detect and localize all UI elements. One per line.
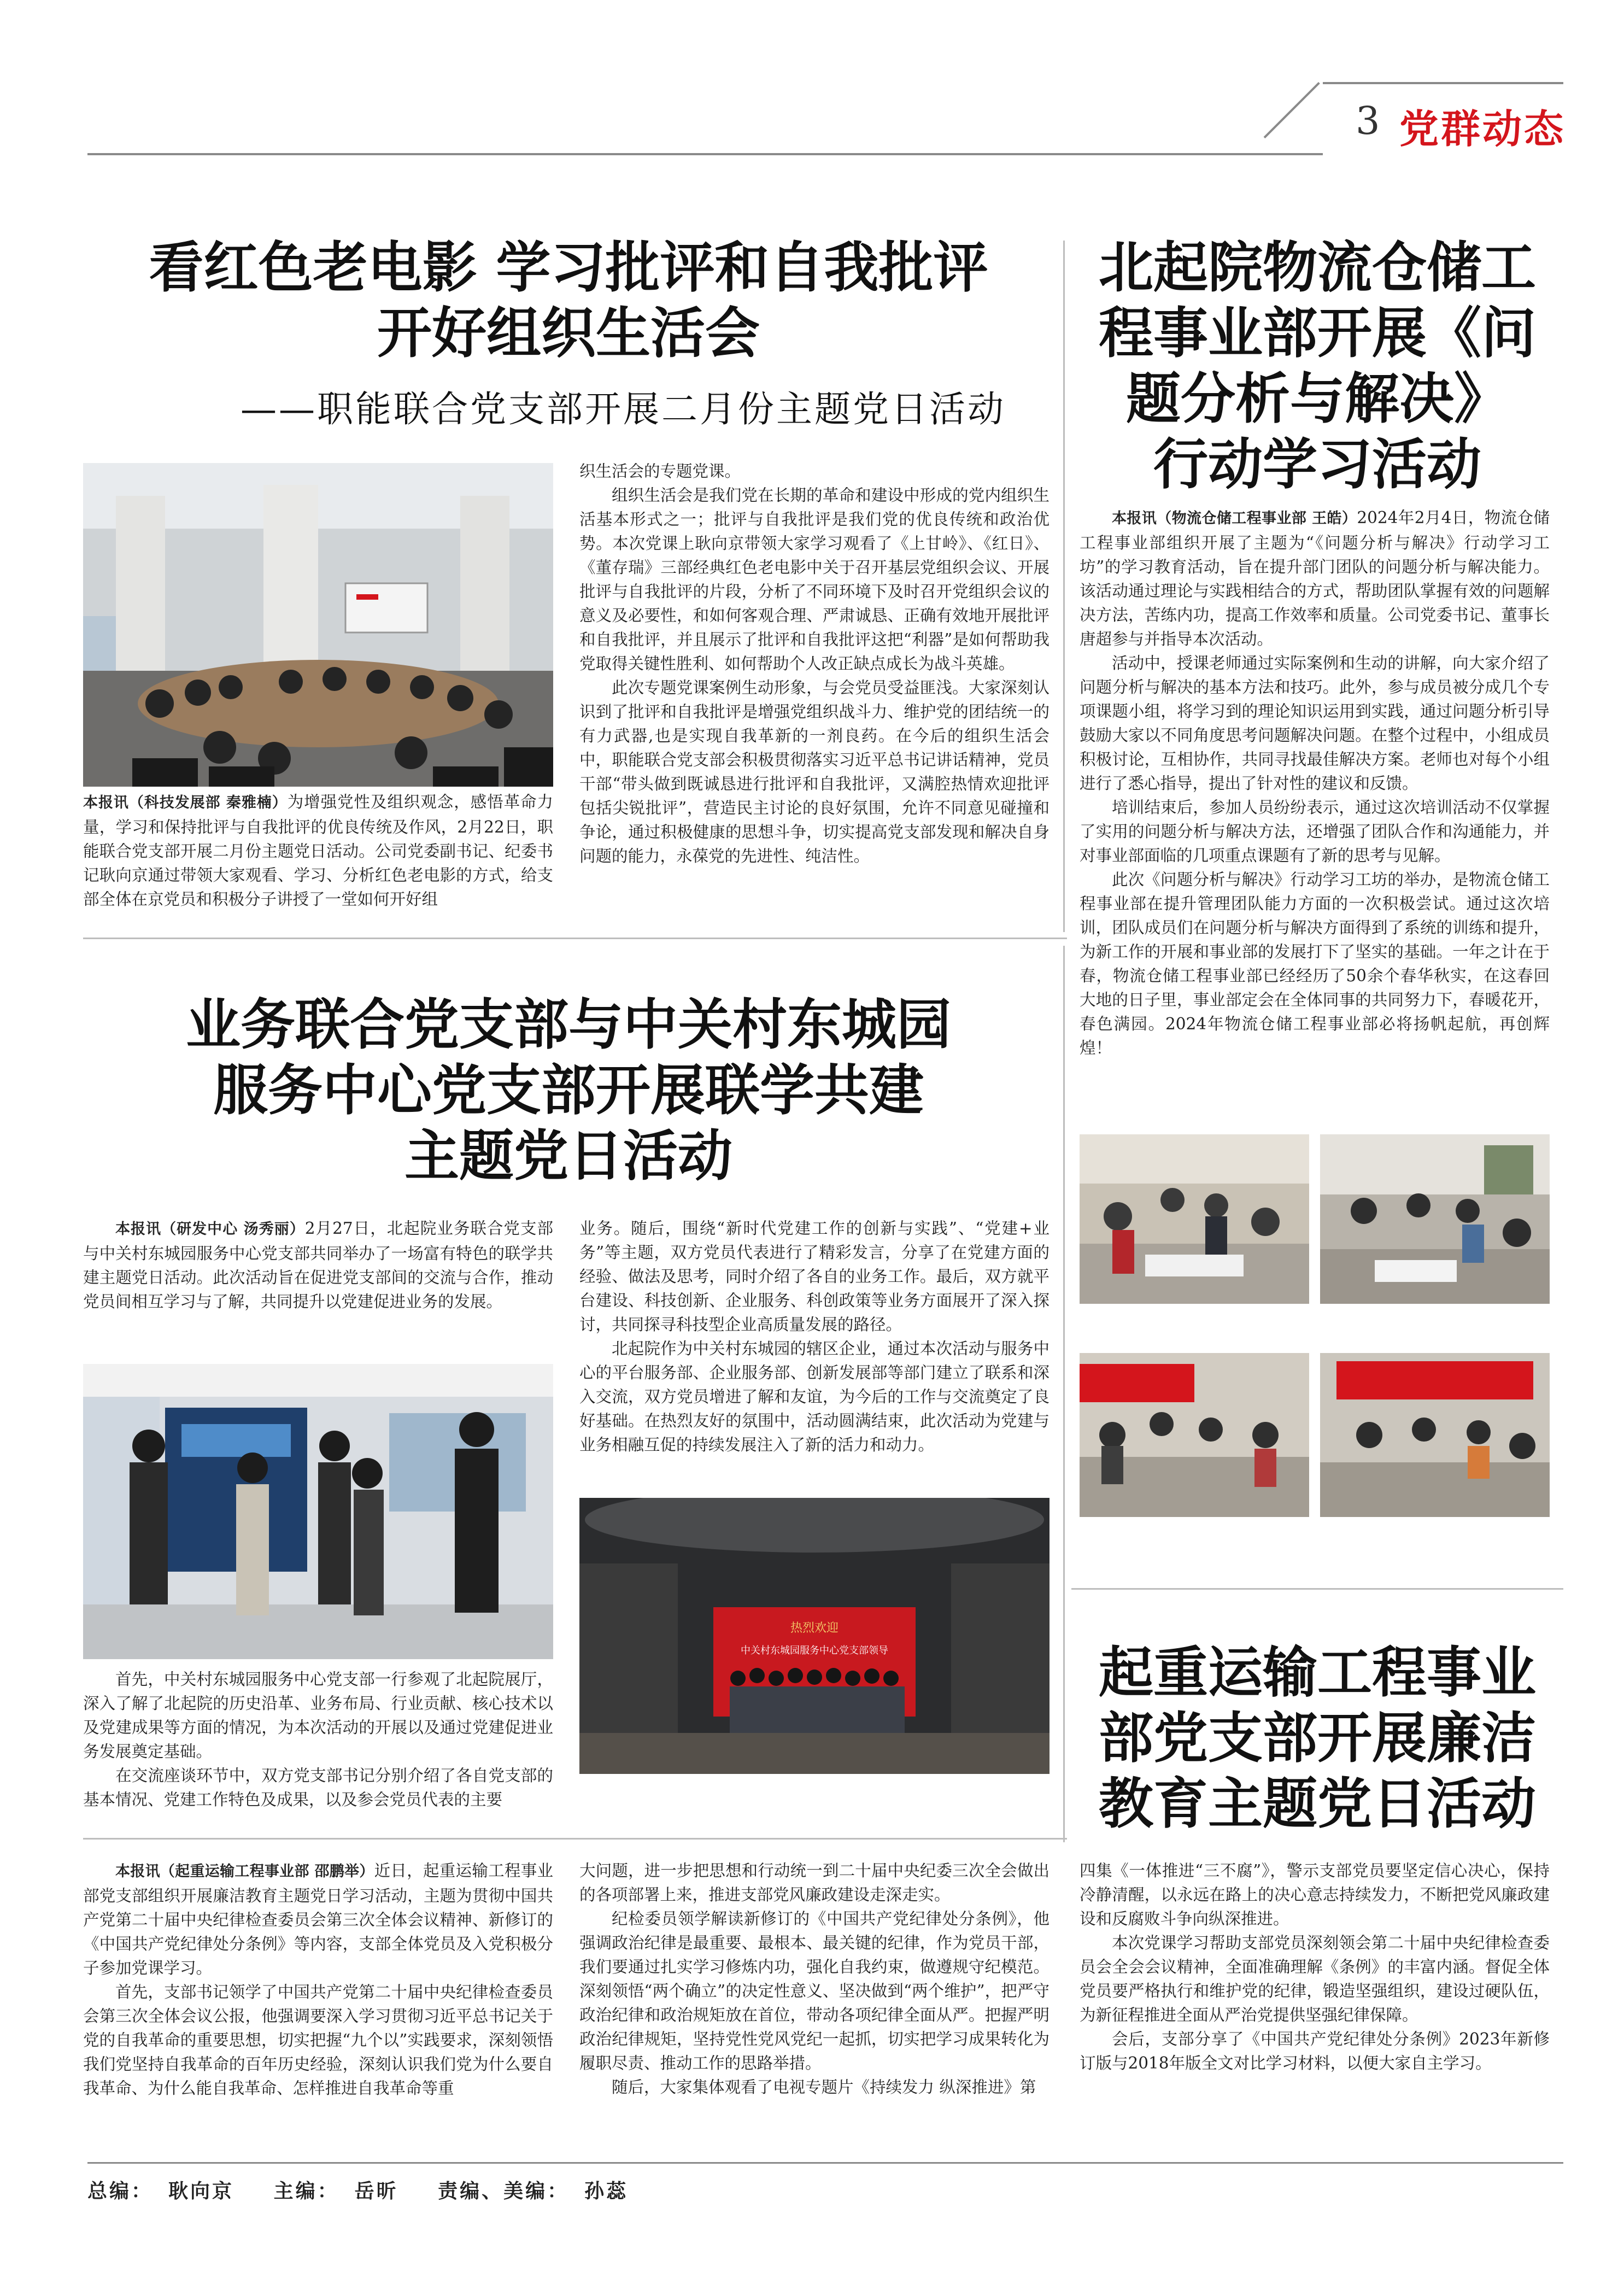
article1-col2-p3: 此次专题党课案例生动形象，与会党员受益匪浅。大家深刻认识到了批评和自我批评是增强党组织战斗力、维护党的团结统一的有力武器,也是实现自我革新的一剂良药。在今后的组织生活会中，职能联合党支部会积极贯彻落实习近平总书记讲话精神，党员干部“带头做到既诚恳进行批评和自我批评，又满腔热情欢迎批评包括尖锐批评”，营造民主讨论的良好氛围，允许不同意见碰撞和争论，通过积极健康的思想斗争，切实提高党支部发现和解决自身问题的能力，永葆党的先进性、纯洁性。 (579, 678, 1050, 865)
article3-source: 本报讯（研发中心 汤秀丽） (115, 1221, 305, 1238)
article2-title-line3: 题分析与解决》 (1126, 367, 1509, 431)
article1-photo-meeting-room (83, 463, 553, 787)
article4-col1-p1: 近日，起重运输工程事业部党支部组织开展廉洁教育主题党日学习活动，主题为贯彻中国共产党第二十届中央纪律检查委员会第三次全体会议精神、新修订的《中国共产党纪律处分条例》等内容，支部全体党员及入党积极分子参加党课学习。 (83, 1861, 553, 1977)
article3-column2 (579, 1216, 1050, 1457)
article1-subtitle: ——职能联合党支部开展二月份主题党日活动 (241, 388, 1006, 430)
article4-col3-p2: 本次党课学习帮助支部党员深刻领会第二十届中央纪律检查委员会全会会议精神，全面准确理解《条例》的丰富内涵。督促全体党员要严格执行和维护党的纪律，锻造坚强组织，建设过硬队伍，为新征程推进全面从严治党提供坚强纪律保障。 (1080, 1934, 1550, 2024)
article1-caption (83, 790, 553, 911)
article4-column2 (579, 1859, 1050, 2099)
footer-art-label: 责编、美编： (438, 2180, 570, 2203)
article1-title-line1: 看红色老电影 学习批评和自我批评 (149, 236, 988, 300)
footer-rule (87, 2162, 1563, 2164)
article1-col2-p1: 织生活会的专题党课。 (579, 462, 741, 481)
article4-column1 (83, 1859, 553, 2100)
header-rule-slant (1264, 82, 1320, 138)
article4-col1-p2: 首先，支部书记领学了中国共产党第二十届中央纪律检查委员会第三次全体会议公报，他强调要深入学习贯彻习近平总书记关于党的自我革命的重要思想，切实把握“九个以”实践要求，深刻领悟我们党坚持自我革命的百年历史经验，深刻认识我们党为什么要自我革命、为什么能自我革命、怎样推进自我革命等重 (83, 1983, 553, 2098)
article2-bottom-rule (1071, 1588, 1563, 1590)
article3-column1-top (83, 1216, 553, 1314)
article1-col2-p2: 组织生活会是我们党在长期的革命和建设中形成的党内组织生活基本形式之一；批评与自我批评是我们党的优良传统和政治优势。本次党课上耿向京带领大家学习观看了《上甘岭》、《红日》、《董存瑞》三部经典红色老电影中关于召开基层党组织会议、开展批评与自我批评的片段，分析了不同环境下及时召开党组织会议的意义及必要性，和如何客观合理、严肃诚恳、正确有效地开展批评和自我批评，并且展示了批评和自我批评这把“利器”是如何帮助我党取得关键性胜利、如何帮助个人改正缺点成长为战斗英雄。 (579, 486, 1050, 673)
article2-photo-3 (1080, 1353, 1309, 1517)
footer-editor-label: 主编： (273, 2180, 339, 2203)
article2-source: 本报讯（物流仓储工程事业部 王皓） (1112, 510, 1357, 527)
article1-title-line2: 开好组织生活会 (377, 301, 760, 365)
article2-body (1080, 506, 1550, 1060)
footer-art-name: 孙蕊 (584, 2180, 629, 2203)
article2-p2: 活动中，授课老师通过实际案例和生动的讲解，向大家介绍了问题分析与解决的基本方法和技巧。此外，参与成员被分成几个专项课题小组，将学习到的理论知识运用到实践，通过问题分析引导鼓励大家以不同角度思考问题解决问题。在整个过程中，小组成员积极讨论，互相协作，共同寻找最佳解决方案。老师也对每个小组进行了悉心指导，提出了针对性的建议和反馈。 (1080, 654, 1550, 793)
article2-photo-2 (1320, 1134, 1550, 1304)
article2-title-line4: 行动学习活动 (1153, 432, 1481, 496)
article4-source: 本报讯（起重运输工程事业部 邵鹏举） (115, 1863, 374, 1880)
article4-col2-p1: 大问题，进一步把思想和行动统一到二十届中央纪委三次全会做出的各项部署上来，推进支部党风廉政建设走深走实。 (579, 1861, 1050, 1904)
article2-photo-4 (1320, 1353, 1550, 1517)
footer-chief-name: 耿向京 (168, 2180, 234, 2203)
section-title: 党群动态 (1399, 106, 1566, 152)
article2-photo-1 (1080, 1134, 1309, 1304)
article1-bottom-rule (83, 938, 1067, 939)
article2-p4: 此次《问题分析与解决》行动学习工坊的举办，是物流仓储工程事业部在提升管理团队能力方面的一次积极尝试。通过这次培训，团队成员们在问题分析与解决方面得到了系统的训练和提升，为新工作的开展和事业部的发展打下了坚实的基础。一年之计在于春，物流仓储工程事业部已经经历了50余个春华秋实，在这春回大地的日子里，事业部定会在全体同事的共同努力下，春暖花开，春色满园。2024年物流仓储工程事业部必将扬帆起航，再创辉煌！ (1080, 870, 1550, 1057)
article1-column2 (579, 459, 1050, 868)
article3-photo-exhibition (83, 1364, 553, 1659)
footer-chief-label: 总编： (87, 2180, 154, 2203)
article3-bottom-rule (83, 1838, 1067, 1840)
article3-title-line3: 主题党日活动 (404, 1124, 732, 1188)
header-rule (87, 153, 1323, 155)
article3-p2: 首先，中关村东城园服务中心党支部一行参观了北起院展厅，深入了解了北起院的历史沿革、业务布局、行业贡献、核心技术以及党建成果等方面的情况，为本次活动的开展以及通过党建促进业务发展奠定基础。 (83, 1670, 553, 1761)
column-divider-middle (1063, 946, 1065, 1842)
article4-col2-p2: 纪检委员领学解读新修订的《中国共产党纪律处分条例》，他强调政治纪律是最重要、最根本、最关键的纪律，作为党员干部，我们要通过扎实学习修炼内功，强化自我约束，做遵规守纪模范。深刻领悟“两个确立”的决定性意义、坚决做到“两个维护”，把严守政治纪律和政治规矩放在首位，带动各项纪律全面从严。把握严明政治纪律规矩，坚持党性党风党纪一起抓，切实把学习成果转化为履职尽责、推动工作的思路举措。 (579, 1910, 1050, 2072)
article1-caption-source: 本报讯（科技发展部 秦雅楠） (83, 794, 288, 811)
article2-p1: 2024年2月4日，物流仓储工程事业部组织开展了主题为“《问题分析与解决》行动学习工坊”的学习教育活动，旨在提升部门团队的问题分析与解决能力。该活动通过理论与实践相结合的方式，帮助团队掌握有效的问题解决方法，苦练内功，提高工作效率和质量。公司党委书记、董事长唐超参与并指导本次活动。 (1080, 508, 1550, 648)
article4-col3-p1: 四集《一体推进“三不腐”》，警示支部党员要坚定信心决心，保持冷静清醒，以永远在路上的决心意志持续发力，不断把党风廉政建设和反腐败斗争向纵深推进。 (1080, 1861, 1550, 1928)
article4-col3-p3: 会后，支部分享了《中国共产党纪律处分条例》2023年新修订版与2018年版全文对比学习材料，以便大家自主学习。 (1080, 2030, 1550, 2072)
article2-title-line1: 北起院物流仓储工 (1099, 236, 1536, 300)
footer-credits (87, 2176, 1563, 2204)
header-rule-top (1323, 82, 1563, 84)
article1-caption-text: 为增强党性及组织观念，感悟革命力量，学习和保持批评与自我批评的优良传统及作风，2月22日，职能联合党支部开展二月份主题党日活动。公司党委副书记、纪委书记耿向京通过带领大家观看、学习、分析红色老电影的方式，给支部全体在京党员和积极分子讲授了一堂如何开好组 (83, 793, 553, 909)
article4-title-line2: 部党支部开展廉洁 (1099, 1706, 1536, 1770)
article3-p1: 2月27日，北起院业务联合党支部与中关村东城园服务中心党支部共同举办了一场富有特色的联学共建主题党日活动。此次活动旨在促进党支部间的交流与合作，推动党员间相互学习与了解，共同提升以党建促进业务的发展。 (83, 1219, 553, 1311)
article3-photo-group (579, 1498, 1050, 1774)
article3-banner-line2: 中关村东城园服务中心党支部领导 (741, 1645, 888, 1656)
article2-p3: 培训结束后，参加人员纷纷表示，通过这次培训活动不仅掌握了实用的问题分析与解决方法，还增强了团队合作和沟通能力，并对事业部面临的几项重点课题有了新的思考与见解。 (1080, 798, 1550, 865)
article2-title-line2: 程事业部开展《问 (1099, 301, 1536, 365)
article4-title-line3: 教育主题党日活动 (1099, 1772, 1536, 1836)
article3-col2-p1: 业务。随后，围绕“新时代党建工作的创新与实践”、“党建+业务”等主题，双方党员代表进行了精彩发言，分享了在党建方面的经验、做法及思考，同时介绍了各自的业务工作。最后，双方就平台建设、科技创新、企业服务、科创政策等业务方面展开了深入探讨，共同探寻科技型企业高质量发展的路径。 (579, 1219, 1050, 1334)
article4-column3 (1080, 1859, 1550, 2075)
footer-editor-name: 岳昕 (354, 2180, 398, 2203)
page-number: 3 (1356, 98, 1380, 143)
article3-col2-p2: 北起院作为中关村东城园的辖区企业，通过本次活动与服务中心的平台服务部、企业服务部、创新发展部等部门建立了联系和深入交流，双方党员增进了解和友谊，为今后的工作与交流奠定了良好基础。在热烈友好的氛围中，活动圆满结束，此次活动为党建与业务相融互促的持续发展注入了新的活力和动力。 (579, 1339, 1050, 1454)
article3-title-line1: 业务联合党支部与中关村东城园 (186, 993, 951, 1057)
article3-title-line2: 服务中心党支部开展联学共建 (213, 1058, 924, 1122)
article4-col2-p3: 随后，大家集体观看了电视专题片《持续发力 纵深推进》第 (612, 2078, 1036, 2096)
article3-p3: 在交流座谈环节中，双方党支部书记分别介绍了各自党支部的基本情况、党建工作特色及成果，以及参会党员代表的主要 (83, 1766, 553, 1809)
column-divider-upper (1063, 241, 1065, 932)
article4-title-line1: 起重运输工程事业 (1099, 1641, 1536, 1705)
article3-column1-bottom (83, 1667, 553, 1812)
article3-banner-line1: 热烈欢迎 (790, 1621, 839, 1635)
